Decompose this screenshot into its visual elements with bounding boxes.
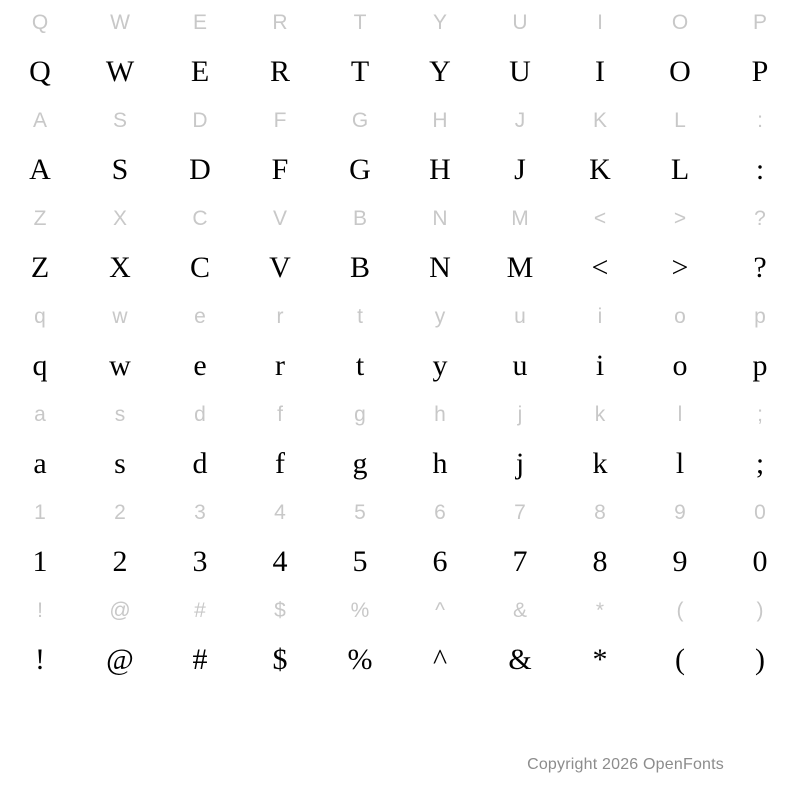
glyph-key-label: S xyxy=(112,109,127,132)
glyph-key-label: ? xyxy=(754,207,766,230)
glyph-key-label: h xyxy=(434,403,446,426)
glyph-key-label: U xyxy=(512,11,528,34)
glyph-sample: < xyxy=(591,251,609,284)
glyph-sample: ! xyxy=(35,643,45,676)
glyph-key-label: ( xyxy=(676,599,684,622)
glyph-key-label: y xyxy=(434,305,446,328)
glyph-key-label: 5 xyxy=(354,501,366,524)
glyph-key-label: 9 xyxy=(674,501,686,524)
glyph-key-label: ^ xyxy=(435,599,445,622)
glyph-key-label: M xyxy=(511,207,529,230)
glyph-sample: 9 xyxy=(672,545,688,578)
glyph-sample: H xyxy=(429,153,451,186)
glyph-key-label: i xyxy=(597,305,603,328)
glyph-key-label: > xyxy=(673,207,687,230)
glyph-sample: & xyxy=(508,643,532,676)
glyph-sample: I xyxy=(595,55,605,88)
glyph-sample: ^ xyxy=(432,643,448,676)
glyph-row-group xyxy=(0,0,800,98)
glyph-sample: O xyxy=(669,55,691,88)
glyph-key-label: % xyxy=(350,599,370,622)
glyph-key-label: u xyxy=(514,305,526,328)
glyph-key-label: q xyxy=(34,305,46,328)
glyph-sample: s xyxy=(114,447,126,480)
glyph-sample: L xyxy=(670,153,690,186)
glyph-row-group xyxy=(0,588,800,686)
glyph-sample: 4 xyxy=(272,545,288,578)
glyph-key-label: ! xyxy=(37,599,43,622)
glyph-sample: g xyxy=(352,447,368,480)
glyph-key-label: 6 xyxy=(434,501,446,524)
glyph-sample: Q xyxy=(29,55,51,88)
glyph-sample-row xyxy=(0,242,800,294)
glyph-sample: p xyxy=(752,349,768,382)
glyph-key-label: p xyxy=(754,305,766,328)
glyph-key-label: T xyxy=(353,11,367,34)
glyph-key-label: G xyxy=(351,109,369,132)
glyph-key-label: g xyxy=(354,403,366,426)
glyph-key-label: C xyxy=(192,207,208,230)
glyph-row-group xyxy=(0,98,800,196)
glyph-key-label-row xyxy=(0,196,800,242)
glyph-sample: P xyxy=(751,55,769,88)
glyph-sample: t xyxy=(355,349,365,382)
glyph-key-label: X xyxy=(112,207,127,230)
glyph-sample: X xyxy=(109,251,131,284)
glyph-sample: C xyxy=(189,251,210,284)
glyph-key-label: : xyxy=(757,109,763,132)
glyph-key-label-row xyxy=(0,588,800,634)
glyph-key-label: B xyxy=(352,207,367,230)
glyph-key-label: Q xyxy=(31,11,49,34)
glyph-key-label: 4 xyxy=(274,501,286,524)
glyph-sample: f xyxy=(275,447,285,480)
glyph-sample: W xyxy=(105,55,135,88)
glyph-sample: R xyxy=(269,55,290,88)
glyph-sample: K xyxy=(589,153,611,186)
glyph-sample: a xyxy=(33,447,47,480)
glyph-sample: $ xyxy=(272,643,288,676)
glyph-sample: Y xyxy=(429,55,451,88)
glyph-key-label: @ xyxy=(109,599,131,622)
glyph-sample: i xyxy=(595,349,605,382)
glyph-key-label: H xyxy=(432,109,448,132)
glyph-sample: T xyxy=(350,55,370,88)
glyph-sample: ) xyxy=(755,643,765,676)
glyph-key-label: Z xyxy=(33,207,47,230)
glyph-key-label: J xyxy=(514,109,526,132)
glyph-row-group xyxy=(0,196,800,294)
glyph-sample: w xyxy=(109,349,131,382)
glyph-sample: M xyxy=(506,251,534,284)
glyph-key-label: 8 xyxy=(594,501,606,524)
glyph-key-label: d xyxy=(194,403,206,426)
glyph-sample: S xyxy=(111,153,129,186)
glyph-sample: U xyxy=(509,55,531,88)
glyph-key-label: o xyxy=(674,305,686,328)
glyph-key-label: j xyxy=(517,403,523,426)
glyph-key-label: Y xyxy=(432,11,447,34)
glyph-sample: 7 xyxy=(512,545,528,578)
glyph-key-label: a xyxy=(34,403,46,426)
glyph-sample-row xyxy=(0,46,800,98)
copyright-notice: Copyright 2026 OpenFonts xyxy=(527,756,724,773)
glyph-key-label: e xyxy=(194,305,206,328)
glyph-key-label-row xyxy=(0,490,800,536)
glyph-sample: D xyxy=(189,153,211,186)
glyph-key-label: $ xyxy=(274,599,286,622)
glyph-sample-row xyxy=(0,438,800,490)
glyph-sample: q xyxy=(32,349,48,382)
glyph-sample: r xyxy=(275,349,285,382)
glyph-sample: k xyxy=(592,447,608,480)
glyph-key-label-row xyxy=(0,0,800,46)
glyph-sample-row xyxy=(0,340,800,392)
glyph-key-label: E xyxy=(192,11,207,34)
glyph-key-label: ; xyxy=(757,403,763,426)
glyph-sample: 1 xyxy=(32,545,48,578)
glyph-key-label: k xyxy=(594,403,606,426)
glyph-key-label: L xyxy=(674,109,686,132)
glyph-sample: 6 xyxy=(432,545,448,578)
glyph-key-label: P xyxy=(752,11,767,34)
glyph-sample: d xyxy=(192,447,208,480)
glyph-key-label: s xyxy=(114,403,126,426)
glyph-sample: ; xyxy=(755,447,765,480)
glyph-sample: 5 xyxy=(352,545,368,578)
glyph-sample: @ xyxy=(106,643,134,676)
glyph-sample: V xyxy=(269,251,291,284)
glyph-key-label-row xyxy=(0,294,800,340)
glyph-key-label: 2 xyxy=(114,501,126,524)
glyph-key-label: < xyxy=(593,207,607,230)
glyph-key-label: 7 xyxy=(514,501,526,524)
glyph-sample: F xyxy=(271,153,289,186)
glyph-key-label: # xyxy=(194,599,206,622)
glyph-key-label: t xyxy=(357,305,363,328)
glyph-sample: u xyxy=(512,349,528,382)
glyph-key-label: I xyxy=(597,11,603,34)
glyph-sample: 3 xyxy=(192,545,208,578)
glyph-sample-row xyxy=(0,536,800,588)
glyph-sample: o xyxy=(672,349,688,382)
glyph-key-label: l xyxy=(677,403,683,426)
glyph-key-label-row xyxy=(0,98,800,144)
glyph-sample: A xyxy=(29,153,51,186)
glyph-sample: y xyxy=(432,349,448,382)
glyph-sample: 2 xyxy=(112,545,128,578)
glyph-key-label: V xyxy=(272,207,287,230)
glyph-sample: ( xyxy=(675,643,685,676)
glyph-sample: l xyxy=(675,447,685,480)
glyph-sample: 8 xyxy=(592,545,608,578)
glyph-sample: % xyxy=(347,643,373,676)
glyph-key-label: R xyxy=(272,11,288,34)
glyph-sample: G xyxy=(349,153,371,186)
glyph-sample: > xyxy=(671,251,689,284)
glyph-sample-row xyxy=(0,144,800,196)
glyph-key-label: 1 xyxy=(34,501,46,524)
glyph-sample: ? xyxy=(753,251,767,284)
glyph-key-label: 0 xyxy=(754,501,766,524)
glyph-key-label: K xyxy=(592,109,607,132)
glyph-key-label: D xyxy=(192,109,208,132)
glyph-key-label: r xyxy=(276,305,284,328)
glyph-sample: 0 xyxy=(752,545,768,578)
glyph-sample: j xyxy=(515,447,525,480)
glyph-sample: Z xyxy=(30,251,50,284)
glyph-key-label: * xyxy=(595,599,605,622)
glyph-sample: E xyxy=(190,55,210,88)
glyph-key-label: W xyxy=(110,11,130,34)
glyph-sample: B xyxy=(349,251,370,284)
glyph-sample: N xyxy=(429,251,451,284)
glyph-key-label: & xyxy=(512,599,527,622)
glyph-row-group xyxy=(0,490,800,588)
glyph-row-group xyxy=(0,294,800,392)
glyph-sample: J xyxy=(514,153,526,186)
glyph-key-label: 3 xyxy=(194,501,206,524)
glyph-sample-row xyxy=(0,634,800,686)
glyph-key-label: O xyxy=(671,11,689,34)
glyph-sample: * xyxy=(592,643,608,676)
glyph-sample: : xyxy=(755,153,765,186)
glyph-sample: # xyxy=(192,643,208,676)
glyph-key-label: w xyxy=(112,305,128,328)
glyph-sample: e xyxy=(193,349,207,382)
glyph-key-label: F xyxy=(273,109,287,132)
glyph-key-label: N xyxy=(432,207,448,230)
glyph-key-label-row xyxy=(0,392,800,438)
glyph-row-group xyxy=(0,392,800,490)
glyph-key-label: A xyxy=(32,109,47,132)
glyph-key-label: ) xyxy=(756,599,764,622)
glyph-key-label: f xyxy=(277,403,283,426)
glyph-sample: h xyxy=(432,447,448,480)
